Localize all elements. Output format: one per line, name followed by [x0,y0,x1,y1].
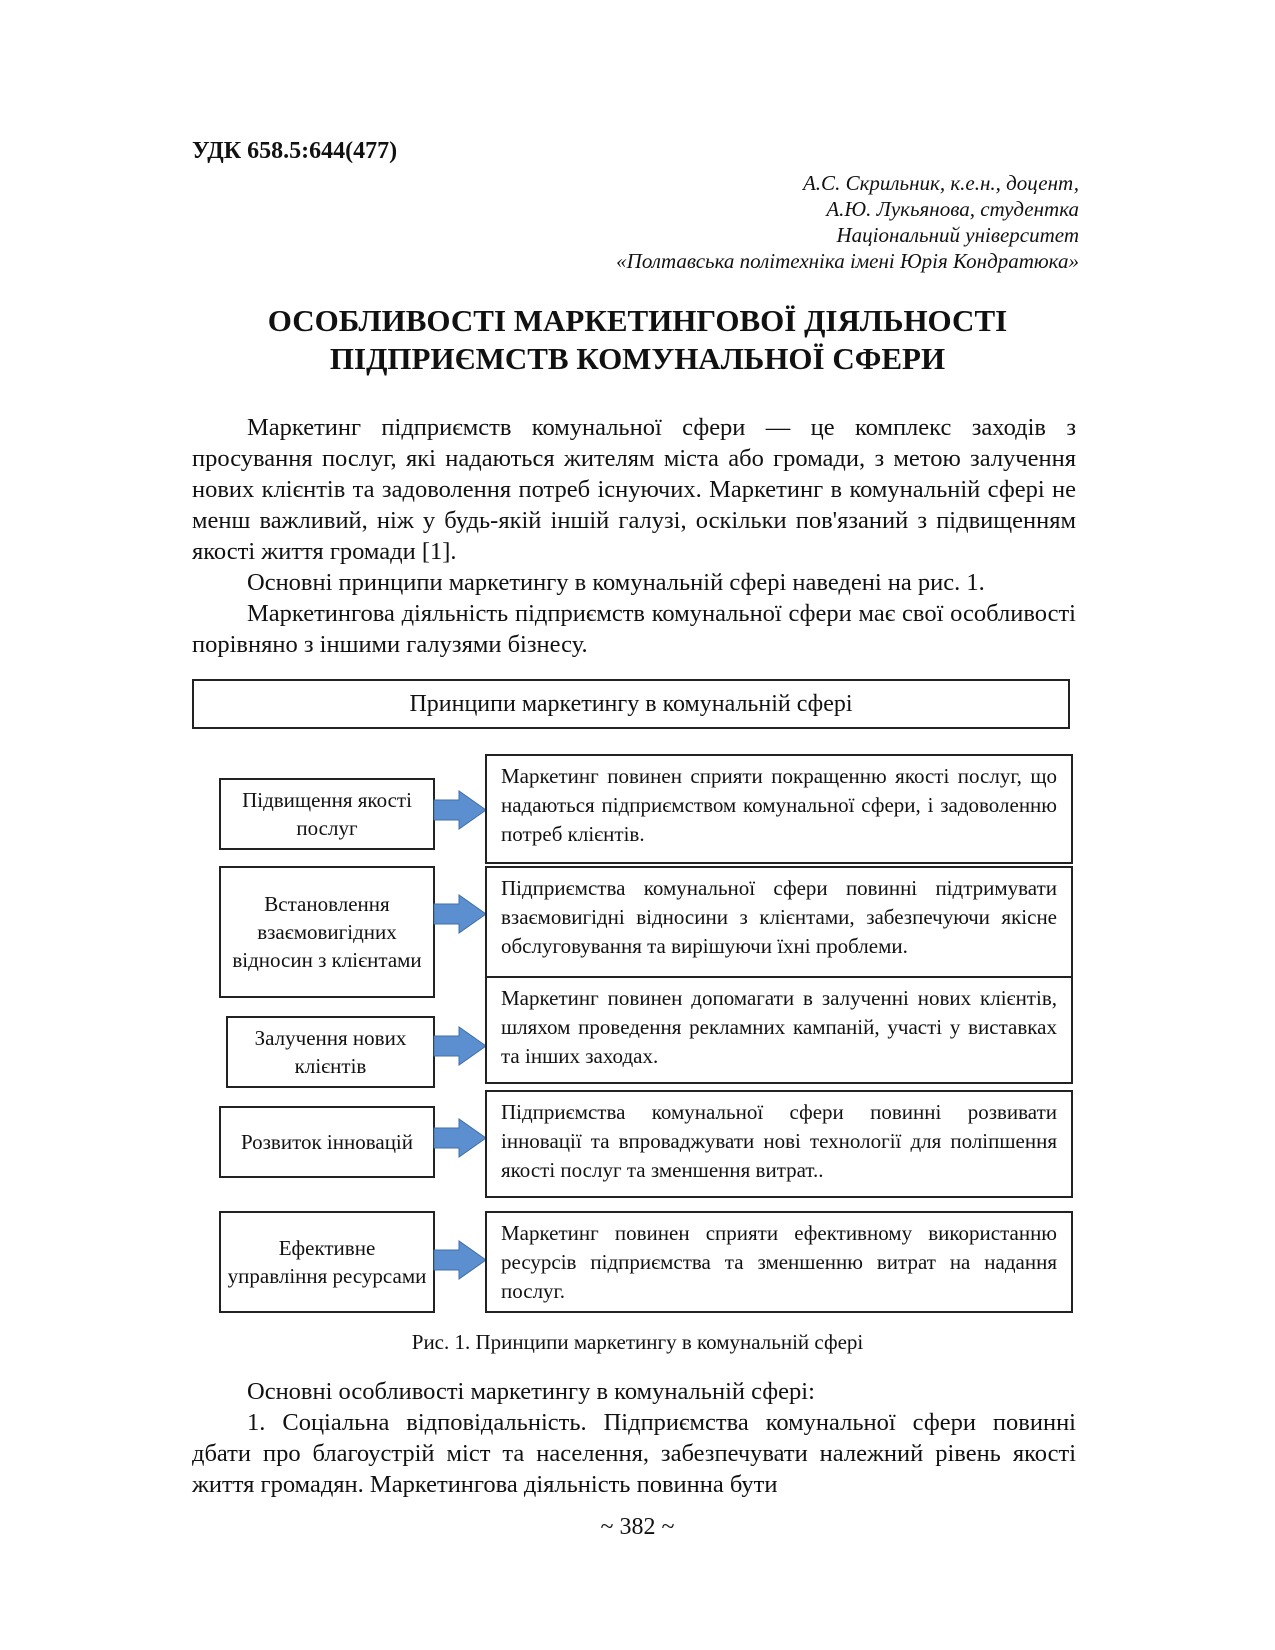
principle-description: Маркетинг повинен сприяти ефективному використанню ресурсів підприємства та зменшенню витрат на надання послуг. [501,1221,1057,1303]
principle-label: Ефективне управління ресурсами [227,1236,427,1288]
principle-label: Підвищення якості послуг [242,788,412,840]
figure-caption: Рис. 1. Принципи маркетингу в комунальній сфері [411,1330,864,1354]
right-arrow-icon [433,1026,487,1066]
principle-description-box [485,976,1073,1084]
principle-description-box [485,1211,1073,1313]
author-line: А.С. Скрильник, к.е.н., доцент, [802,171,1079,195]
principle-description-box [485,754,1073,864]
principle-label-box [219,866,435,998]
principle-label-box [219,1211,435,1313]
right-arrow-icon [433,894,487,934]
principle-label: Залучення нових клієнтів [254,1026,407,1078]
principle-description: Підприємства комунальної сфери повинні розвивати інновації та впроваджувати нові технології для поліпшення якості послуг та зменшення витрат.. [501,1100,1057,1182]
principle-label-box [219,778,435,850]
title-line-1: ОСОБЛИВОСТІ МАРКЕТИНГОВОЇ ДІЯЛЬНОСТІ [267,303,1008,338]
author-block [616,170,1079,274]
paragraph: Основні особливості маркетингу в комунальній сфері: [247,1378,815,1405]
paragraph: Основні принципи маркетингу в комунальній сфері наведені на рис. 1. [247,569,985,596]
principle-description: Маркетинг повинен сприяти покращенню якості послуг, що надаються підприємством комунальної сфери, і задоволенню потреб клієнтів. [501,764,1057,846]
body-text-after-figure [192,1376,1076,1500]
body-text-before-figure [192,412,1076,660]
principle-label: Розвиток інновацій [240,1130,414,1154]
paragraph: Маркетингова діяльність підприємств комунальної сфери має свої особливості порівняно з іншими галузями бізнесу. [192,600,1076,658]
right-arrow-icon [433,1118,487,1158]
affiliation-line: «Полтавська політехніка імені Юрія Кондратюка» [616,249,1079,273]
principle-description-box [485,1090,1073,1198]
title-line-2: ПІДПРИЄМСТВ КОМУНАЛЬНОЇ СФЕРИ [329,341,946,376]
paragraph: Маркетинг підприємств комунальної сфери — це комплекс заходів з просування послуг, які надаються жителям міста або громади, з метою залучення нових клієнтів та задоволення потреб існуючих. Маркетинг в комунальній сфері не менш важливий, ніж у будь-якій іншій галузі, оскільки пов'язаний з підвищенням якості життя громади [1]. [192,414,1076,565]
right-arrow-icon [433,1240,487,1280]
principle-description-box [485,866,1073,978]
affiliation-line: Національний університет [836,223,1079,247]
page-number: ~ 382 ~ [600,1514,675,1540]
paragraph: 1. Соціальна відповідальність. Підприємства комунальної сфери повинні дбати про благоустрій міст та населення, забезпечувати належний рівень якості життя громадян. Маркетингова діяльність повинна бути [192,1409,1076,1498]
right-arrow-icon [433,790,487,830]
principle-label-box [226,1016,435,1088]
figure-header-box: Принципи маркетингу в комунальній сфері [192,679,1070,729]
paper-title [150,302,1125,378]
principle-description: Маркетинг повинен допомагати в залученні нових клієнтів, шляхом проведення рекламних кампаній, участі у виставках та інших заходах. [501,986,1057,1068]
udk-code: УДК 658.5:644(477) [192,138,398,164]
principle-description: Підприємства комунальної сфери повинні підтримувати взаємовигідні відносини з клієнтами, забезпечуючи якісне обслуговування та вирішуючи їхні проблеми. [501,876,1057,958]
principle-label-box [219,1106,435,1178]
principle-label: Встановлення взаємовигідних відносин з клієнтами [232,892,422,972]
author-line: А.Ю. Лукьянова, студентка [826,197,1079,221]
